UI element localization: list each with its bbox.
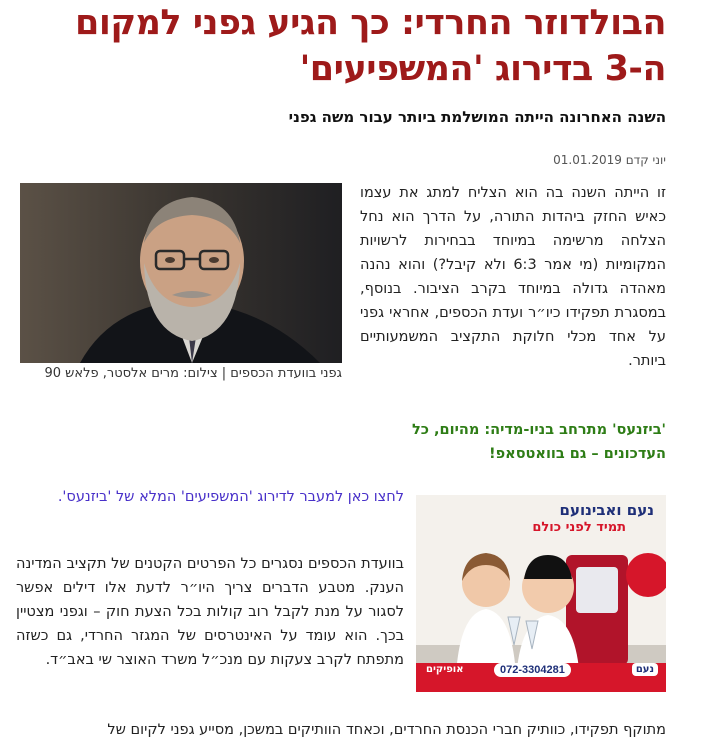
ad-brand: נעם ואבינועם — [559, 501, 654, 519]
ranking-link[interactable]: לחצו כאן למעבר לדירוג 'המשפיעים' המלא של 'ביזנעס'. — [57, 489, 404, 505]
publish-date: 01.01.2019 — [553, 153, 622, 167]
portrait-image — [20, 183, 342, 363]
ad-phone: 072-3304281 — [494, 663, 571, 677]
whatsapp-promo-link[interactable]: 'ביזנעס' מתרחב בניו-מדיה: מהיום, כל העדכונים – גם בוואטסאפ! — [411, 422, 666, 462]
ad-logo-right: נעם — [632, 663, 658, 676]
article-headline: הבולדוזר החרדי: כך הגיע גפני למקום ה-3 בדירוג 'המשפיעים' — [74, 3, 666, 89]
article-subtitle: השנה האחרונה הייתה המושלמת ביותר עבור משה גפני — [288, 108, 666, 126]
photo-caption: גפני בוועדת הכספים | צילום: מרים אלסטר, פלאש 90 — [44, 366, 342, 381]
article-paragraph-2: בוועדת הכספים נסגרים כל הפרטים הקטנים של תקציב המדינה הענק. מטבע הדברים צריך היו״ר לדעת אלו דילים אפשר לסגור על מנת לקבל רוב קולות בכל הצעת חוק – וגפני מצטיין בכך. הוא עומד על האינטרסים של המגזר החרדי, גם כשזה מתפתח לקרב צעקות עם מנכ״ל משרד האוצר שי באב״ד. — [16, 556, 404, 668]
ad-slogan: תמיד לפני כולם — [532, 520, 626, 535]
byline — [16, 153, 666, 167]
author-name[interactable]: יוני קדם — [625, 153, 666, 167]
article-paragraph-3: מתוקף תפקידו, כוותיק חברי הכנסת החרדים, וכאחד הוותיקים במשכן, מסייע גפני לקיום של — [107, 722, 666, 738]
ad-logo-left: אופיקים — [422, 663, 468, 676]
advertisement-banner[interactable] — [416, 495, 666, 692]
article-paragraph-1: זו הייתה השנה בה הוא הצליח למתג את עצמו כאיש החזק ביהדות התורה, על הדרך הוא נחל הצלחה מרשימה במיוחד בבחירות לרשויות המקומיות (מי אמר 6:3 ולא קיבל?) והוא נהנה מאהדה גדולה במיוחד בקרב הציבור. בנוסף, במסגרת תפקידו כיו״ר ועדת הכספים, אחראי גפני על אחד מכלי חלוקת התקציב המשמעותיים ביותר. — [360, 185, 667, 369]
article-photo — [20, 183, 342, 363]
